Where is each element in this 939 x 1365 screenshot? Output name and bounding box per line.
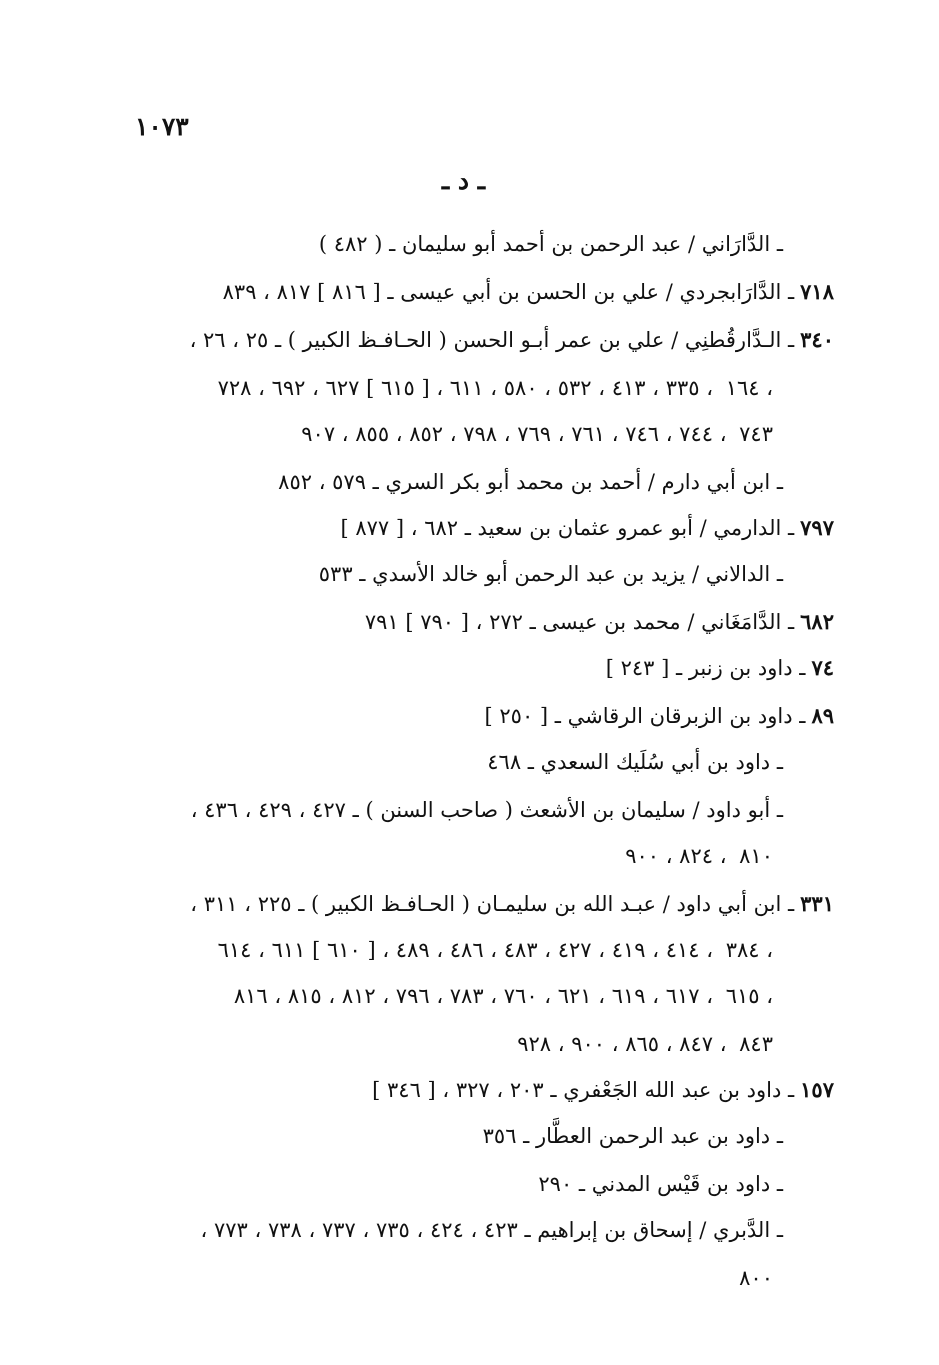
index-line: [372, 1066, 834, 1114]
entry-text: ـ أبو داود / سليمان بن الأشعث ( صاحب السنن ) ـ ٤٢٧ ، ٤٢٩ ، ٤٣٦ ،: [190, 798, 783, 822]
entry-text: ٧٤٣ ، ٧٤٤ ، ٧٤٦ ، ٧٦١ ، ٧٦٩ ، ٧٩٨ ، ٨٥٢ ، ٨٥٥ ، ٩٠٧: [301, 422, 773, 446]
index-line: [319, 550, 789, 598]
entry-text: ـ الدَّارَابجردي / علي بن الحسن بن أبي عيسى ـ [ ٨١٦ ] ٨١٧ ، ٨٣٩: [222, 280, 795, 304]
entry-number: ٦٨٢: [800, 609, 834, 634]
index-line: [191, 786, 789, 834]
entry-text: ٦١٥ ، ٦١٧ ، ٦١٩ ، ٦٢١ ، ٧٦٠ ، ٧٨٣ ، ٧٩٦ ، ٨١٢ ، ٨١٥ ، ٨١٦ ،: [233, 984, 773, 1008]
letter-heading-text: ـ د ـ: [441, 166, 486, 195]
entry-text: ـ داود بن قَيْس المدني ـ ٢٩٠: [538, 1172, 783, 1196]
entry-text: ـ الـدَّارقُطنِي / علي بن عمر أبـو الحسن ( الحـافـظ الكبير ) ـ ٢٥ ، ٢٦ ،: [189, 328, 795, 352]
index-line: [223, 268, 834, 316]
index-line: [218, 926, 773, 974]
index-line: [278, 458, 789, 506]
index-line: [190, 880, 834, 928]
index-line: [234, 972, 773, 1020]
entry-text: ٨٠٠: [739, 1266, 773, 1290]
entry-text: ـ داود بن الزبرقان الرقاشي ـ [ ٢٥٠ ]: [484, 704, 806, 728]
entry-text: ـ الدارمي / أبو عمرو عثمان بن سعيد ـ ٦٨٢ ، [ ٨٧٧ ]: [340, 516, 795, 540]
index-line: [218, 364, 773, 412]
letter-heading: [0, 166, 939, 195]
entry-text: ـ ابن أبي دارم / أحمد بن محمد أبو بكر السري ـ ٥٧٩ ، ٨٥٢: [278, 470, 783, 494]
index-line: [517, 1020, 773, 1068]
entry-number: ١٥٧: [800, 1077, 834, 1102]
index-line: [319, 220, 789, 268]
entry-number: ٧٤: [811, 655, 834, 680]
index-line: [340, 504, 834, 552]
index-line: [485, 692, 834, 740]
entry-number: ٣٤٠: [800, 327, 834, 352]
entry-text: ـ الدالاني / يزيد بن عبد الرحمن أبو خالد الأسدي ـ ٥٣٣: [318, 562, 783, 586]
index-line: [625, 832, 773, 880]
entry-number: ٧٩٧: [800, 515, 834, 540]
index-line: [483, 1112, 789, 1160]
entry-text: ـ داود بن عبد الله الجَعْفري ـ ٢٠٣ ، ٣٢٧ ، [ ٣٤٦ ]: [372, 1078, 795, 1102]
index-line: [190, 316, 834, 364]
index-line: [538, 1160, 789, 1208]
entry-text: ـ الدَّارَاني / عبد الرحمن بن أحمد أبو سليمان ـ ( ٤٨٢ ): [318, 232, 783, 256]
entry-text: ٨١٠ ، ٨٢٤ ، ٩٠٠: [625, 844, 773, 868]
page-number: ١٠٧٣: [135, 112, 189, 141]
index-line: [487, 738, 789, 786]
entry-text: ـ ابن أبي داود / عبـد الله بن سليمـان ( الحـافـظ الكبير ) ـ ٢٢٥ ، ٣١١ ،: [190, 892, 795, 916]
index-line: [365, 598, 834, 646]
entry-number: ٣٣١: [800, 891, 834, 916]
index-line: [301, 410, 773, 458]
index-line: [733, 1254, 773, 1302]
entry-number: ٧١٨: [800, 279, 834, 304]
entry-text: ١٦٤ ، ٣٣٥ ، ٤١٣ ، ٥٣٢ ، ٥٨٠ ، ٦١١ ، [ ٦١٥ ] ٦٢٧ ، ٦٩٢ ، ٧٢٨ ،: [217, 376, 773, 400]
entry-text: ٣٨٤ ، ٤١٤ ، ٤١٩ ، ٤٢٧ ، ٤٨٣ ، ٤٨٦ ، ٤٨٩ ، [ ٦١٠ ] ٦١١ ، ٦١٤ ،: [217, 938, 773, 962]
entry-text: ـ الدَّامَغَاني / محمد بن عيسى ـ ٢٧٢ ، [ ٧٩٠ ] ٧٩١: [364, 610, 795, 634]
entry-number: ٨٩: [811, 703, 834, 728]
index-line: [606, 644, 834, 692]
entry-text: ـ داود بن عبد الرحمن العطَّار ـ ٣٥٦: [482, 1124, 783, 1148]
index-line: [201, 1206, 789, 1254]
entry-text: ـ داود بن أبي سُلَيك السعدي ـ ٤٦٨: [487, 750, 783, 774]
entry-text: ـ الدَّبري / إسحاق بن إبراهيم ـ ٤٢٣ ، ٤٢٤ ، ٧٣٥ ، ٧٣٧ ، ٧٣٨ ، ٧٧٣ ،: [200, 1218, 783, 1242]
entry-text: ٨٤٣ ، ٨٤٧ ، ٨٦٥ ، ٩٠٠ ، ٩٢٨: [517, 1032, 773, 1056]
entry-text: ـ داود بن زنبر ـ [ ٢٤٣ ]: [605, 656, 806, 680]
